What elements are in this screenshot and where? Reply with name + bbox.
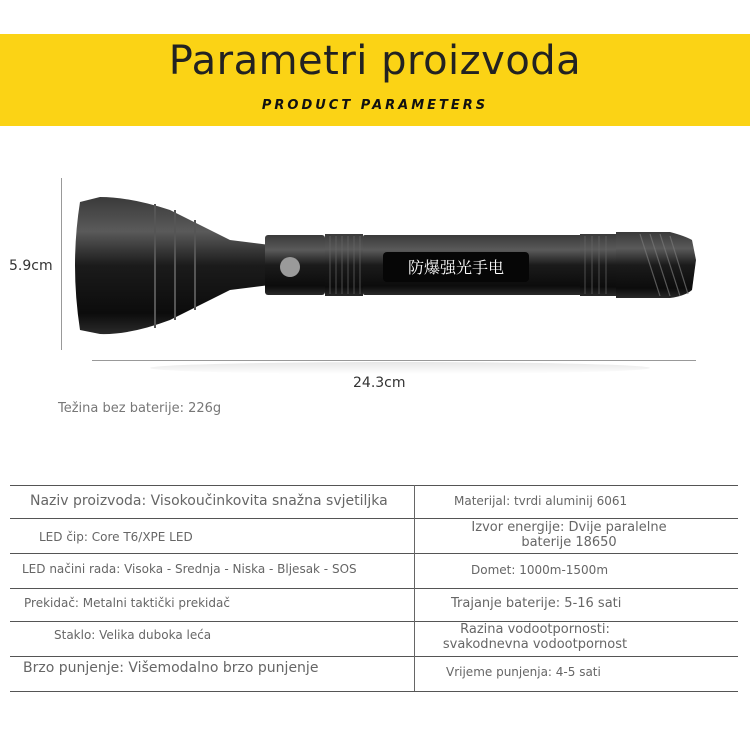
flashlight-shadow [150, 362, 650, 374]
knurled-ring-front [325, 234, 363, 296]
flashlight-tail [616, 232, 696, 298]
spec-led-modes: LED načini rada: Visoka - Srednja - Niska - Bljesak - SOS [22, 562, 357, 576]
spec-material: Materijal: tvrdi aluminij 6061 [454, 494, 628, 508]
header-banner [0, 34, 750, 126]
body-label-text: 防爆强光手电 [407, 258, 505, 277]
spec-charging-time: Vrijeme punjenja: 4-5 sati [446, 665, 601, 679]
page-subtitle: PRODUCT PARAMETERS [261, 98, 489, 113]
table-rule [10, 691, 738, 692]
spec-range: Domet: 1000m-1500m [471, 563, 609, 577]
length-dimension-line [92, 360, 696, 361]
page-title: Parametri proizvoda [168, 38, 582, 84]
table-rule [10, 553, 738, 554]
table-rule [10, 518, 738, 519]
spec-glass: Staklo: Velika duboka leća [54, 628, 212, 642]
table-rule [10, 485, 738, 486]
flashlight-head [75, 197, 270, 334]
flashlight-image [70, 190, 710, 380]
spec-product-name: Naziv proizvoda: Visokoučinkovita snažna svjetiljka [30, 493, 388, 509]
table-divider [414, 485, 415, 691]
spec-water-resistance: Razina vodootpornosti: svakodnevna vodootpornost [442, 622, 628, 652]
spec-power-source: Izvor energije: Dvije paralelne baterije 18650 [471, 520, 667, 550]
spec-fast-charging: Brzo punjenje: Višemodalno brzo punjenje [23, 660, 319, 676]
weight-label: Težina bez baterije: 226g [58, 401, 222, 416]
table-rule [10, 588, 738, 589]
spec-table [10, 485, 738, 693]
table-rule [10, 656, 738, 657]
spec-battery-life: Trajanje baterije: 5-16 sati [451, 596, 622, 611]
height-label: 5.9cm [9, 258, 53, 274]
height-dimension-line [61, 178, 62, 350]
switch-button [280, 257, 300, 277]
spec-led-chip: LED čip: Core T6/XPE LED [39, 530, 193, 544]
length-label: 24.3cm [353, 375, 406, 391]
spec-switch: Prekidač: Metalni taktički prekidač [24, 596, 230, 610]
